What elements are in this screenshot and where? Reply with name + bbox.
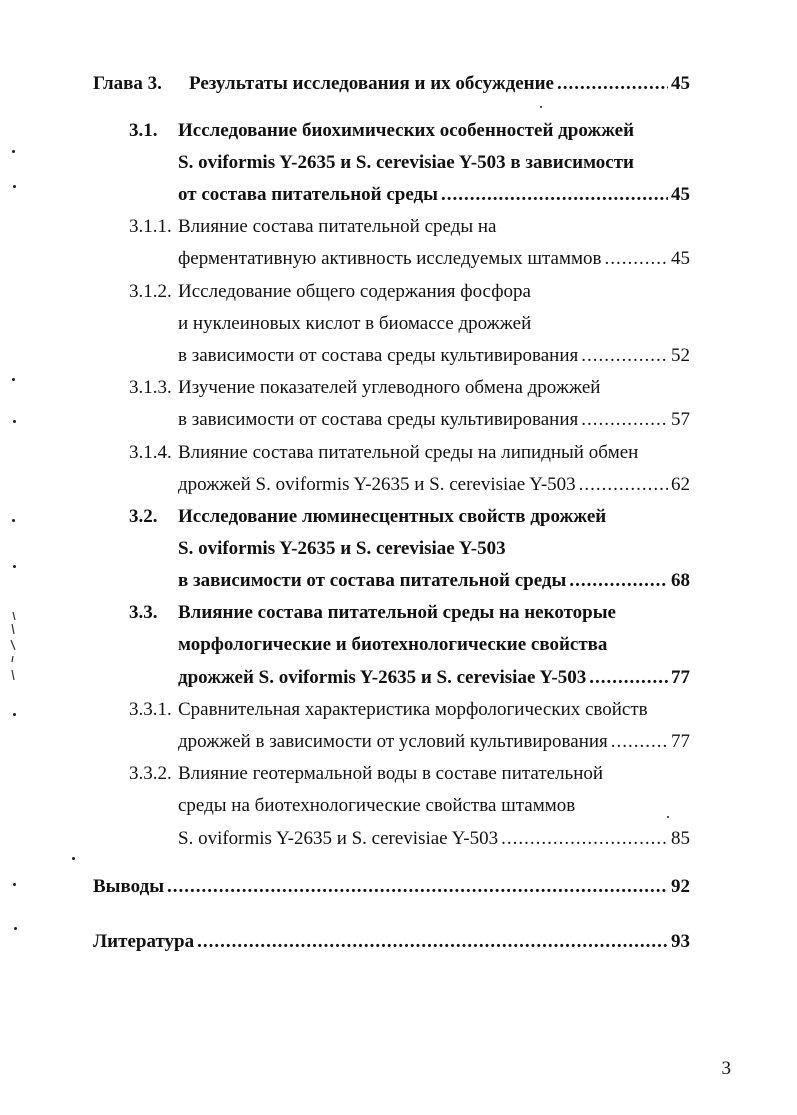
section-page: 45	[671, 184, 690, 205]
conclusions-page: 92	[671, 876, 690, 897]
references-page: 93	[671, 931, 690, 952]
section-number: 3.3.1.	[129, 699, 172, 720]
section-title-line: в зависимости от состава питательной среды	[178, 570, 567, 591]
leader-dots	[569, 569, 668, 593]
section-number: 3.2.	[129, 506, 158, 527]
section-number: 3.1.1.	[129, 216, 172, 237]
section-page: 57	[671, 409, 690, 430]
scan-speck	[13, 420, 16, 423]
section-title-line: Влияние состава питательной среды на липидный обмен	[178, 442, 639, 463]
section-title-line: S. oviformis Y-2635 и S. cerevisiae Y-503	[178, 828, 499, 849]
section-number: 3.1.3.	[129, 377, 172, 398]
scan-speck	[13, 565, 16, 568]
toc-chapter-entry	[0, 72, 797, 105]
leader-dots	[501, 827, 668, 851]
section-title-line: среды на биотехнологические свойства штаммов	[178, 795, 576, 816]
section-title-line: дрожжей S. oviformis Y-2635 и S. cerevisiae Y-503	[178, 474, 576, 495]
chapter-title: Результаты исследования и их обсуждение	[189, 73, 554, 94]
scan-speck	[14, 927, 17, 930]
section-title-line: Влияние состава питательной среды на некоторые	[178, 602, 616, 623]
leader-dots	[557, 72, 668, 96]
section-page: 77	[671, 667, 690, 688]
toc-references-entry	[93, 930, 690, 954]
section-page: 77	[671, 731, 690, 752]
leader-dots	[197, 930, 668, 954]
scan-speck	[13, 185, 16, 188]
section-page: 85	[671, 828, 690, 849]
conclusions-title: Выводы	[93, 876, 165, 897]
section-title-line: Изучение показателей углеводного обмена дрожжей	[178, 377, 601, 398]
section-title-line: дрожжей в зависимости от условий культивирования	[178, 731, 608, 752]
toc-conclusions-entry	[93, 875, 690, 899]
leader-dots	[167, 875, 668, 899]
section-title-line: S. oviformis Y-2635 и S. cerevisiae Y-503	[178, 538, 506, 559]
section-title-line: Сравнительная характеристика морфологических свойств	[178, 699, 648, 720]
section-title-line: в зависимости от состава среды культивирования	[178, 345, 579, 366]
section-title-line: от состава питательной среды	[178, 184, 438, 205]
references-title: Литература	[93, 931, 195, 952]
section-title-line: дрожжей S. oviformis Y-2635 и S. cerevisiae Y-503	[178, 667, 587, 688]
section-page: 68	[671, 570, 690, 591]
section-number: 3.3.	[129, 602, 158, 623]
scan-speck	[12, 378, 15, 381]
section-title-line: морфологические и биотехнологические свойства	[178, 634, 608, 655]
scan-speck	[72, 857, 75, 860]
section-number: 3.1.	[129, 120, 158, 141]
section-number: 3.1.4.	[129, 442, 172, 463]
section-title-line: Влияние геотермальной воды в составе питательной	[178, 763, 604, 784]
scan-speck	[540, 106, 542, 108]
leader-dots	[441, 183, 668, 207]
leader-dots	[604, 247, 668, 271]
scan-speck	[667, 816, 669, 818]
section-page: 45	[671, 248, 690, 269]
margin-scan-mark	[8, 610, 18, 690]
section-title-line: Исследование общего содержания фосфора	[178, 281, 531, 302]
section-number: 3.1.2.	[129, 281, 172, 302]
section-title-line: S. oviformis Y-2635 и S. cerevisiae Y-503 в зависимости	[178, 152, 634, 173]
leader-dots	[581, 344, 668, 368]
scan-speck	[13, 713, 16, 716]
leader-dots	[579, 473, 668, 497]
section-title-line: и нуклеиновых кислот в биомассе дрожжей	[178, 313, 532, 334]
page-number: 3	[721, 1058, 731, 1079]
leader-dots	[589, 666, 668, 690]
section-title-line: Исследование люминесцентных свойств дрожжей	[178, 506, 607, 527]
section-number: 3.3.2.	[129, 763, 172, 784]
leader-dots	[581, 408, 668, 432]
chapter-label: Глава 3.	[93, 73, 162, 94]
section-title-line: в зависимости от состава среды культивирования	[178, 409, 579, 430]
section-page: 62	[671, 474, 690, 495]
section-page: 52	[671, 345, 690, 366]
scan-speck	[12, 150, 15, 153]
section-title-line: ферментативную активность исследуемых штаммов	[178, 248, 602, 269]
section-title-line: Исследование биохимических особенностей дрожжей	[178, 120, 635, 141]
chapter-page: 45	[671, 73, 690, 94]
leader-dots	[611, 730, 668, 754]
section-title-line: Влияние состава питательной среды на	[178, 216, 497, 237]
scan-speck	[12, 519, 15, 522]
scan-speck	[13, 883, 16, 886]
